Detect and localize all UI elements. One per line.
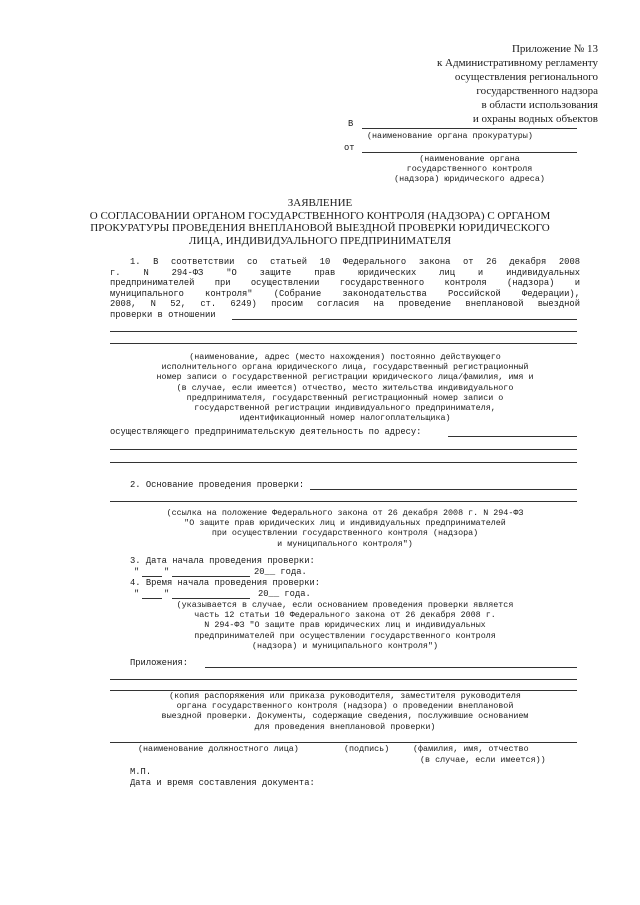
signature-caption: (подпись) (344, 744, 390, 754)
section4-year: 20__ года. (258, 589, 311, 599)
subject-fill-line-2[interactable] (110, 331, 577, 332)
section3-label: 3. Дата начала проведения проверки: (130, 556, 315, 566)
section4-caption: (указывается в случае, если основанием проведения проверки является часть 12 статьи 10 Федерального закона от 26 декабря 2008 г. N 294-ФЗ "О защите прав юридических лиц и индивидуальных предпринимателей при осуществлении государственного контроля (надзора) и муниципального контроля") (176, 600, 514, 651)
section1-caption: (наименование, адрес (место нахождения) постоянно действующего исполнительного органа юридического лица, государственный регистрационный номер записи о государственной регистрации юридического лица/фамилия, имя и (в случае, если имеется) отчество, место жительства индивидуального предпринимателя, государственный регистрационный номер записи о государственной регистрации индивидуального предпринимателя, идентификационный номер налогоплательщика) (156, 352, 534, 424)
to-fill-line[interactable] (362, 128, 577, 129)
attachments-fill-line-1[interactable] (205, 667, 577, 668)
attachments-label: Приложения: (130, 658, 189, 668)
attachments-fill-line-2[interactable] (110, 679, 577, 680)
section4-quote-close: " (164, 589, 170, 599)
section1-last-line: проверки в отношении (110, 310, 216, 320)
from-prefix: от (344, 143, 355, 153)
appendix-line: государственного надзора (476, 85, 598, 97)
date-month-field[interactable] (172, 576, 250, 577)
title-line: ЛИЦА, ИНДИВИДУАЛЬНОГО ПРЕДПРИНИМАТЕЛЯ (188, 234, 452, 247)
seal-label: М.П. (130, 767, 152, 777)
appendix-line: Приложение № 13 (511, 43, 598, 55)
appendix-line: и охраны водных объектов (472, 113, 598, 125)
subject-fill-line-3[interactable] (110, 343, 577, 344)
name-caption-continued: (в случае, если имеется)) (420, 755, 546, 765)
time-month-field[interactable] (172, 598, 250, 599)
appendix-line: в области использования (481, 99, 598, 111)
from-fill-line[interactable] (362, 152, 577, 153)
basis-fill-line-2[interactable] (110, 501, 577, 502)
to-prefix: В (348, 119, 354, 129)
address-fill-line-3[interactable] (110, 462, 577, 463)
signature-fill-line[interactable] (110, 742, 577, 743)
from-caption: (наименование органа государственного контроля (надзора) юридического адреса) (394, 154, 545, 185)
section1-paragraph: 1. В соответствии со статьей 10 Федерального закона от 26 декабря 2008 г. N 294-ФЗ "О защите прав юридических лиц и индивидуальных предпринимателей при осуществлении государственного контроля (надзора) и муниципального контроля" (Собрание законодательства Российской Федерации), 2008, N 52, ст. 6249) просим согласия на проведение внеплановой выездной (110, 257, 580, 310)
activity-address-label: осуществляющего предпринимательскую деятельность по адресу: (110, 427, 422, 437)
address-fill-line-1[interactable] (448, 436, 577, 437)
appendix-line: осуществления регионального (454, 71, 598, 83)
attachments-caption: (копия распоряжения или приказа руководителя, заместителя руководителя органа государственного контроля (надзора) о проведении внеплановой выездной проверки. Документы, содержащие сведения, послужившие основанием для проведения внеплановой проверки) (161, 691, 529, 732)
to-caption: (наименование органа прокуратуры) (367, 131, 533, 141)
section3-year: 20__ года. (254, 567, 307, 577)
section4-label: 4. Время начала проведения проверки: (130, 578, 321, 588)
section2-caption: (ссылка на положение Федерального закона от 26 декабря 2008 г. N 294-ФЗ "О защите прав юридических лиц и индивидуальных предпринимателей при осуществлении государственного контроля (надзора) и муниципального контроля") (166, 508, 524, 549)
time-day-field[interactable] (142, 598, 162, 599)
title-heading: ЗАЯВЛЕНИЕ (287, 197, 353, 209)
section4-quote-open: " (134, 589, 140, 599)
section3-quote-close: " (164, 567, 170, 577)
appendix-line: к Административному регламенту (436, 57, 598, 69)
basis-fill-line-1[interactable] (310, 489, 577, 490)
datetime-label: Дата и время составления документа: (130, 778, 315, 788)
title-line: ПРОКУРАТУРЫ ПРОВЕДЕНИЯ ВНЕПЛАНОВОЙ ВЫЕЗДНОЙ ПРОВЕРКИ ЮРИДИЧЕСКОГО (90, 222, 550, 235)
title-line: О СОГЛАСОВАНИИ ОРГАНОМ ГОСУДАРСТВЕННОГО КОНТРОЛЯ (НАДЗОРА) С ОРГАНОМ (89, 209, 551, 222)
section3-quote-open: " (134, 567, 140, 577)
section2-label: 2. Основание проведения проверки: (130, 480, 305, 490)
address-fill-line-2[interactable] (110, 449, 577, 450)
position-caption: (наименование должностного лица) (138, 744, 299, 754)
subject-fill-line-1[interactable] (232, 319, 577, 320)
appendix-header (437, 42, 598, 126)
name-caption: (фамилия, имя, отчество (413, 744, 529, 754)
document-title (0, 197, 640, 247)
date-day-field[interactable] (142, 576, 162, 577)
